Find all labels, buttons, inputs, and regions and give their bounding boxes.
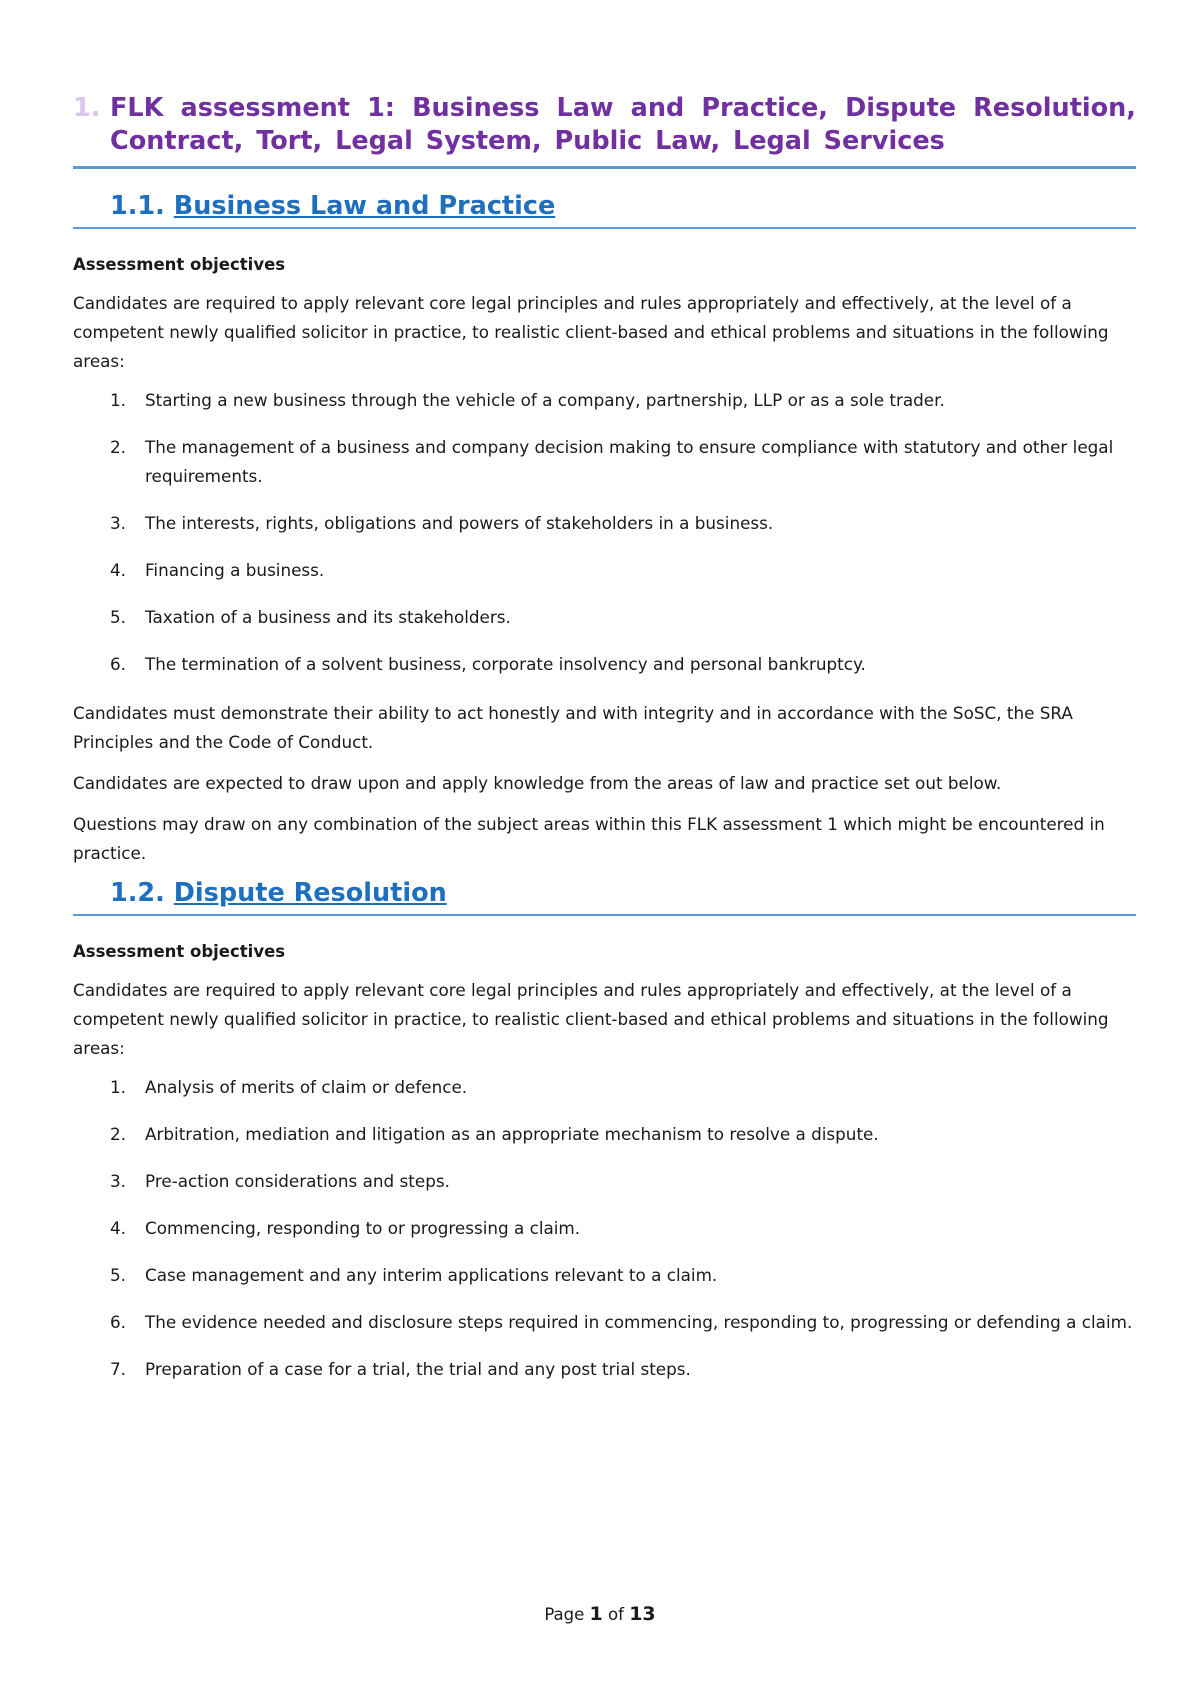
list-item <box>73 1308 1136 1337</box>
list-item-number: 3. <box>110 513 127 533</box>
intro-paragraph: Candidates are required to apply relevant core legal principles and rules appropriately and effectively, at the level of a competent newly qualified solicitor in practice, to realistic client-based and ethical problems and situations in the following areas: <box>73 293 1109 371</box>
list-item <box>73 433 1136 491</box>
list-item-number: 5. <box>110 1265 127 1285</box>
list-item-text: Pre-action considerations and steps. <box>145 1171 450 1191</box>
section-title-link[interactable]: Dispute Resolution <box>173 878 447 908</box>
list-item-number: 1. <box>110 1077 127 1097</box>
list-item-text: The evidence needed and disclosure steps required in commencing, responding to, progressing or defending a claim. <box>145 1312 1133 1332</box>
closing-paragraph: Candidates must demonstrate their ability to act honestly and with integrity and in accordance with the SoSC, the SRA Principles and the Code of Conduct. <box>73 703 1073 752</box>
objectives-list <box>73 1073 1136 1384</box>
list-item-text: Taxation of a business and its stakeholders. <box>145 607 511 627</box>
list-item <box>73 1214 1136 1243</box>
section-number: 1.1. <box>110 191 165 221</box>
list-item-text: The interests, rights, obligations and powers of stakeholders in a business. <box>145 513 774 533</box>
list-item <box>73 1120 1136 1149</box>
list-item-number: 6. <box>110 654 127 674</box>
footer-total-pages: 13 <box>629 1603 656 1625</box>
heading-1 <box>73 92 1136 169</box>
section-number: 1.2. <box>110 878 165 908</box>
list-item <box>73 556 1136 585</box>
objectives-label: Assessment objectives <box>73 255 286 274</box>
list-item-number: 2. <box>110 437 127 457</box>
list-item <box>73 650 1136 679</box>
list-item <box>73 386 1136 415</box>
list-item-text: The management of a business and company decision making to ensure compliance with statutory and other legal requirements. <box>145 437 1114 486</box>
list-item <box>73 509 1136 538</box>
objectives-label: Assessment objectives <box>73 942 286 961</box>
list-item-number: 4. <box>110 1218 127 1238</box>
list-item-text: Starting a new business through the vehicle of a company, partnership, LLP or as a sole trader. <box>145 390 945 410</box>
list-item-text: Arbitration, mediation and litigation as an appropriate mechanism to resolve a dispute. <box>145 1124 879 1144</box>
heading-1-number: 1. <box>73 93 101 123</box>
list-item-number: 3. <box>110 1171 127 1191</box>
list-item-number: 5. <box>110 607 127 627</box>
list-item-text: The termination of a solvent business, corporate insolvency and personal bankruptcy. <box>145 654 866 674</box>
list-item-text: Case management and any interim applications relevant to a claim. <box>145 1265 718 1285</box>
section-heading-business-law <box>73 189 1136 229</box>
list-item <box>73 1355 1136 1384</box>
list-item-number: 7. <box>110 1359 127 1379</box>
list-item-text: Preparation of a case for a trial, the trial and any post trial steps. <box>145 1359 691 1379</box>
intro-paragraph: Candidates are required to apply relevant core legal principles and rules appropriately and effectively, at the level of a competent newly qualified solicitor in practice, to realistic client-based and ethical problems and situations in the following areas: <box>73 980 1109 1058</box>
list-item <box>73 603 1136 632</box>
document-page <box>73 92 1136 1384</box>
heading-1-text: FLK assessment 1: Business Law and Practice, Dispute Resolution, Contract, Tort, Legal System, Public Law, Legal Services <box>110 93 1136 156</box>
list-item <box>73 1073 1136 1102</box>
list-item <box>73 1167 1136 1196</box>
list-item-text: Commencing, responding to or progressing a claim. <box>145 1218 581 1238</box>
footer-page-word: Page <box>544 1605 585 1624</box>
closing-paragraph: Questions may draw on any combination of the subject areas within this FLK assessment 1 which might be encountered in practice. <box>73 814 1105 863</box>
page-footer <box>0 1603 1200 1625</box>
list-item-number: 2. <box>110 1124 127 1144</box>
footer-of-word: of <box>608 1605 624 1624</box>
list-item-text: Financing a business. <box>145 560 325 580</box>
list-item-number: 1. <box>110 390 127 410</box>
section-heading-dispute-resolution <box>73 876 1136 916</box>
section-title-link[interactable]: Business Law and Practice <box>173 191 556 221</box>
objectives-list <box>73 386 1136 679</box>
list-item-number: 6. <box>110 1312 127 1332</box>
list-item-number: 4. <box>110 560 127 580</box>
footer-current-page: 1 <box>589 1603 603 1625</box>
list-item <box>73 1261 1136 1290</box>
list-item-text: Analysis of merits of claim or defence. <box>145 1077 468 1097</box>
closing-paragraph: Candidates are expected to draw upon and apply knowledge from the areas of law and practice set out below. <box>73 773 1002 793</box>
